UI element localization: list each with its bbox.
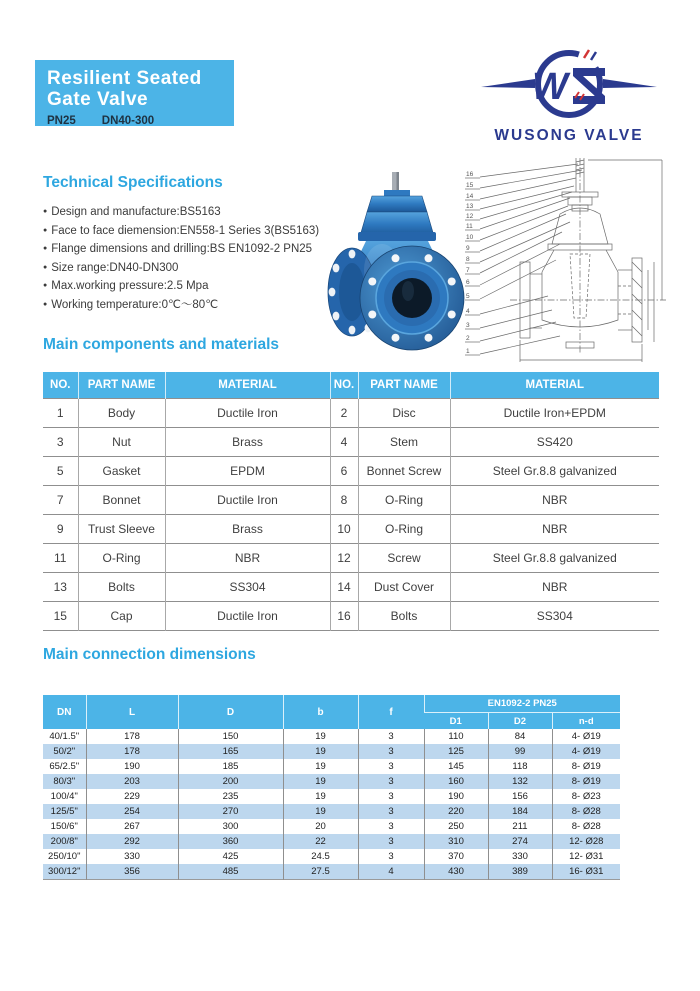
table-cell: 292: [86, 834, 178, 849]
table-cell: 211: [488, 819, 552, 834]
table-cell: Steel Gr.8.8 galvanized: [450, 457, 659, 486]
table-cell: 4: [358, 864, 424, 880]
table-cell: Trust Sleeve: [78, 515, 165, 544]
spec-item: ● Working temperature:0℃～80℃: [43, 296, 333, 315]
table-cell: 12- Ø28: [552, 834, 620, 849]
svg-text:11: 11: [466, 223, 473, 230]
table-cell: 16: [330, 602, 358, 631]
table-cell: 84: [488, 729, 552, 744]
table-cell: Brass: [165, 428, 330, 457]
col-no-1: NO.: [43, 372, 78, 399]
table-cell: 19: [283, 789, 358, 804]
table-cell: 425: [178, 849, 283, 864]
table-cell: 3: [358, 834, 424, 849]
table-cell: 178: [86, 729, 178, 744]
table-cell: 150/6": [50, 821, 78, 832]
table-cell: 330: [488, 849, 552, 864]
table-cell: 270: [178, 804, 283, 819]
table-cell: 330: [86, 849, 178, 864]
table-cell: 100/4": [50, 791, 78, 802]
svg-text:16: 16: [466, 171, 474, 178]
col-d2: D2: [488, 713, 552, 730]
table-cell: 2: [330, 399, 358, 428]
table-cell: 9: [43, 515, 78, 544]
table-row: [43, 486, 659, 515]
table-row: [43, 804, 620, 819]
table-cell: 50/2": [43, 744, 86, 759]
table-cell: Ductile Iron: [165, 602, 330, 631]
components-table: [43, 372, 659, 631]
table-cell: 20: [283, 819, 358, 834]
table-row: [43, 819, 620, 834]
table-cell: 3: [358, 759, 424, 774]
table-cell: Dust Cover: [358, 573, 450, 602]
col-d1: D1: [424, 713, 488, 730]
table-cell: 254: [86, 804, 178, 819]
table-cell: 203: [86, 774, 178, 789]
dn-range: DN40-300: [101, 115, 155, 127]
table-cell: 7: [43, 486, 78, 515]
table-cell: 310: [424, 834, 488, 849]
table-cell: 3: [358, 744, 424, 759]
table-cell: O-Ring: [358, 486, 450, 515]
col-group-en1092: EN1092-2 PN25: [424, 695, 620, 713]
table-cell: 10: [330, 515, 358, 544]
table-cell: 184: [488, 804, 552, 819]
table-cell: 27.5: [283, 864, 358, 880]
table-cell: Bonnet: [78, 486, 165, 515]
table-cell: Gasket: [78, 457, 165, 486]
table-cell: 125/5": [43, 804, 86, 819]
table-cell: 3: [358, 804, 424, 819]
table-cell: Ductile Iron: [165, 486, 330, 515]
col-material-2: MATERIAL: [450, 372, 659, 399]
table-cell: 185: [178, 759, 283, 774]
product-title-line2: Gate Valve: [47, 89, 149, 110]
valve-photo: [322, 170, 472, 355]
tech-specs-title: Technical Specifications: [43, 174, 223, 191]
table-cell: 1: [43, 399, 78, 428]
table-row: [43, 602, 659, 631]
table-cell: Brass: [165, 515, 330, 544]
dimensions-table: [43, 694, 620, 880]
table-cell: Screw: [358, 544, 450, 573]
table-cell: O-Ring: [358, 515, 450, 544]
table-cell: 200: [178, 774, 283, 789]
table-cell: 150: [178, 729, 283, 744]
svg-text:3: 3: [466, 322, 470, 329]
table-cell: 156: [488, 789, 552, 804]
spec-item: ● Design and manufacture:BS5163: [43, 203, 333, 222]
table-cell: 360: [178, 834, 283, 849]
table-cell: Body: [78, 399, 165, 428]
table-cell: 430: [424, 864, 488, 880]
components-title: Main components and materials: [43, 336, 279, 353]
table-cell: 389: [488, 864, 552, 880]
table-cell: 110: [424, 729, 488, 744]
table-cell: 24.5: [283, 849, 358, 864]
table-cell: 12: [330, 544, 358, 573]
table-row: [43, 573, 659, 602]
pressure-size-subtitle: [47, 115, 234, 127]
table-cell: SS304: [165, 573, 330, 602]
table-row: [43, 428, 659, 457]
table-cell: 229: [86, 789, 178, 804]
table-cell: 267: [86, 819, 178, 834]
logo-mark-icon: [469, 46, 669, 126]
table-cell: 19: [283, 729, 358, 744]
table-cell: NBR: [450, 486, 659, 515]
table-cell: 145: [424, 759, 488, 774]
svg-text:6: 6: [466, 279, 470, 286]
table-cell: 190: [424, 789, 488, 804]
table-cell: 4- Ø19: [552, 729, 620, 744]
table-cell: 8- Ø28: [552, 804, 620, 819]
svg-text:12: 12: [466, 213, 474, 220]
table-row: [43, 789, 620, 804]
table-row: [43, 849, 620, 864]
table-cell: 19: [283, 804, 358, 819]
components-header-row: [43, 372, 659, 399]
table-cell: 118: [488, 759, 552, 774]
table-cell: 250/10": [48, 851, 81, 862]
table-cell: Ductile Iron: [165, 399, 330, 428]
table-cell: 356: [86, 864, 178, 880]
pn-rating: PN25: [47, 115, 76, 127]
table-cell: 19: [283, 774, 358, 789]
spec-item: ● Flange dimensions and drilling:BS EN1092-2 PN25: [43, 240, 333, 259]
table-row: [43, 515, 659, 544]
table-cell: SS420: [450, 428, 659, 457]
table-cell: 235: [178, 789, 283, 804]
table-cell: 12- Ø31: [552, 849, 620, 864]
table-cell: Disc: [358, 399, 450, 428]
dimensions-header-row1: [43, 695, 620, 713]
drawing-leader-labels: [465, 164, 582, 355]
table-cell: 65/2.5": [49, 761, 80, 772]
table-cell: Nut: [78, 428, 165, 457]
table-cell: 125: [424, 744, 488, 759]
svg-text:10: 10: [466, 234, 474, 241]
table-cell: 13: [43, 573, 78, 602]
table-cell: 8- Ø19: [552, 759, 620, 774]
table-cell: 250: [424, 819, 488, 834]
table-cell: 274: [488, 834, 552, 849]
svg-text:W: W: [532, 66, 568, 108]
svg-text:13: 13: [466, 203, 474, 210]
table-cell: 300: [178, 819, 283, 834]
table-cell: 190: [86, 759, 178, 774]
table-cell: 3: [358, 729, 424, 744]
svg-text:1: 1: [466, 348, 470, 355]
table-row: [43, 729, 620, 744]
table-cell: SS304: [450, 602, 659, 631]
svg-text:14: 14: [466, 193, 474, 200]
table-cell: 16- Ø31: [552, 864, 620, 880]
table-cell: EPDM: [165, 457, 330, 486]
product-title-line1: Resilient Seated: [47, 68, 202, 89]
svg-text:5: 5: [466, 293, 470, 300]
table-cell: Bolts: [78, 573, 165, 602]
product-title-block: [35, 60, 234, 126]
col-material-1: MATERIAL: [165, 372, 330, 399]
col-part-name-1: PART NAME: [78, 372, 165, 399]
table-cell: 485: [178, 864, 283, 880]
table-cell: Cap: [78, 602, 165, 631]
table-cell: 14: [330, 573, 358, 602]
table-cell: 40/1.5": [49, 731, 80, 742]
svg-text:7: 7: [466, 267, 470, 274]
table-cell: 19: [283, 759, 358, 774]
table-cell: Bonnet Screw: [358, 457, 450, 486]
table-cell: 19: [283, 744, 358, 759]
table-cell: 3: [358, 819, 424, 834]
table-cell: Stem: [358, 428, 450, 457]
table-cell: Steel Gr.8.8 galvanized: [450, 544, 659, 573]
spec-item: ● Face to face diemension:EN558-1 Series 3(BS5163): [43, 222, 333, 241]
valve-drawing: [462, 158, 667, 370]
table-cell: 4: [330, 428, 358, 457]
table-cell: 165: [178, 744, 283, 759]
table-cell: 132: [488, 774, 552, 789]
table-cell: NBR: [450, 515, 659, 544]
table-cell: NBR: [450, 573, 659, 602]
dimensions-title: Main connection dimensions: [43, 646, 256, 663]
svg-text:2: 2: [466, 335, 470, 342]
table-cell: 11: [43, 544, 78, 573]
table-cell: 3: [358, 774, 424, 789]
dimensions-table-body: [43, 729, 620, 880]
table-cell: 178: [86, 744, 178, 759]
svg-text:4: 4: [466, 308, 470, 315]
col-no-2: NO.: [330, 372, 358, 399]
table-row: [43, 774, 620, 789]
col-part-name-2: PART NAME: [358, 372, 450, 399]
company-logo: [466, 46, 672, 145]
table-row: [43, 457, 659, 486]
table-cell: 80/3": [43, 774, 86, 789]
table-row: [43, 744, 620, 759]
table-cell: 200/8": [43, 834, 86, 849]
table-cell: Ductile Iron+EPDM: [450, 399, 659, 428]
table-cell: 8- Ø28: [552, 819, 620, 834]
col-l: L: [86, 695, 178, 730]
table-row: [43, 759, 620, 774]
table-cell: 160: [424, 774, 488, 789]
spec-item: ● Size range:DN40-DN300: [43, 259, 333, 278]
components-table-body: [43, 399, 659, 631]
col-d: D: [178, 695, 283, 730]
table-cell: 22: [283, 834, 358, 849]
svg-text:15: 15: [466, 182, 474, 189]
brand-name: WUSONG VALVE: [494, 127, 644, 144]
table-cell: 8- Ø23: [552, 789, 620, 804]
table-cell: 99: [488, 744, 552, 759]
table-cell: 300/12": [43, 864, 86, 880]
table-cell: 4- Ø19: [552, 744, 620, 759]
table-cell: Bolts: [358, 602, 450, 631]
table-cell: 370: [424, 849, 488, 864]
svg-text:9: 9: [466, 245, 470, 252]
table-cell: 3: [358, 849, 424, 864]
col-b: b: [283, 695, 358, 730]
spec-list: [43, 203, 333, 314]
table-cell: 5: [43, 457, 78, 486]
table-cell: 15: [43, 602, 78, 631]
col-dn: DN: [43, 695, 86, 730]
col-f: f: [358, 695, 424, 730]
spec-item: ● Max.working pressure:2.5 Mpa: [43, 277, 333, 296]
table-cell: 3: [358, 789, 424, 804]
col-nd: n-d: [552, 713, 620, 730]
table-cell: NBR: [165, 544, 330, 573]
table-cell: O-Ring: [78, 544, 165, 573]
table-row: [43, 834, 620, 849]
table-cell: 3: [43, 428, 78, 457]
svg-text:8: 8: [466, 256, 470, 263]
table-cell: 8- Ø19: [552, 774, 620, 789]
table-row: [43, 864, 620, 880]
table-cell: 8: [330, 486, 358, 515]
table-row: [43, 544, 659, 573]
table-cell: 220: [424, 804, 488, 819]
table-row: [43, 399, 659, 428]
table-cell: 6: [330, 457, 358, 486]
